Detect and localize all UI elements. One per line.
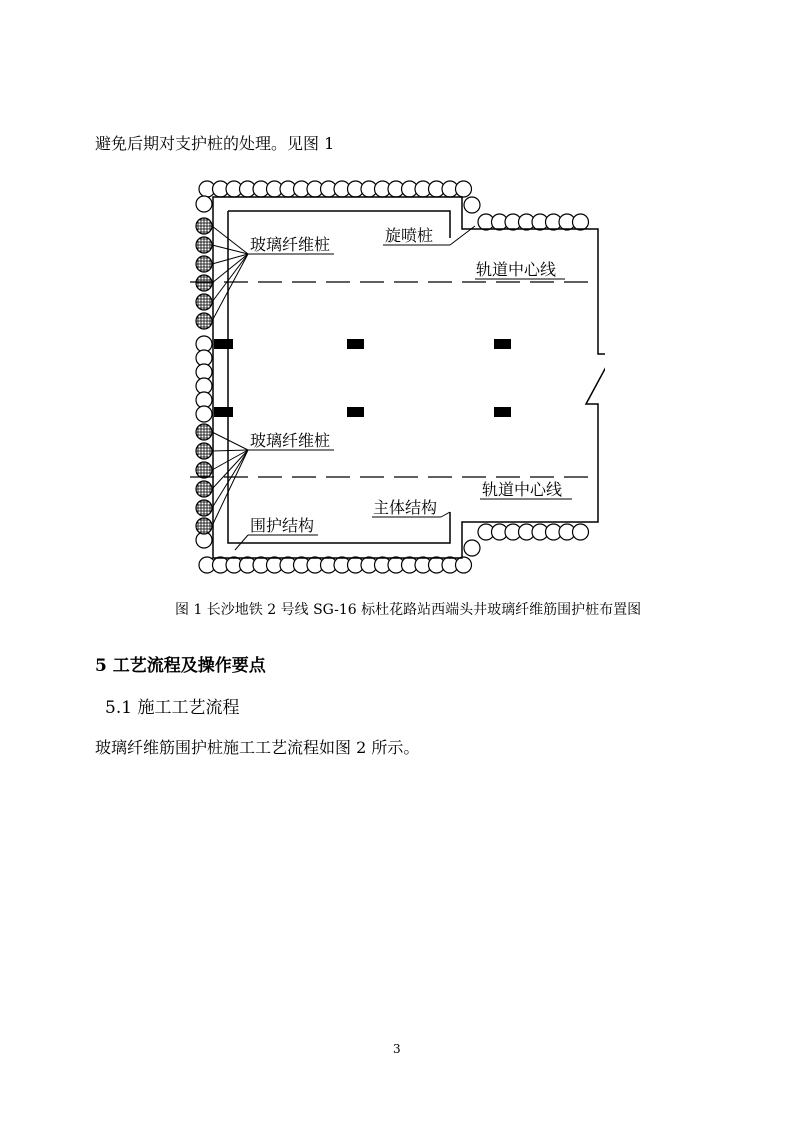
column-marker [347,339,364,349]
label-track-centerline-top: 轨道中心线 [476,260,557,279]
gfrp-leader-line [212,450,248,508]
gfrp-leader-line [212,450,248,489]
jet-grout-pile [464,540,480,556]
section-heading: 5 工艺流程及操作要点 [95,656,266,676]
column-marker [214,407,233,417]
column-marker [347,407,364,417]
label-jet-grout-pile: 旋喷桩 [385,226,434,245]
main-structure-leader [441,512,450,517]
gfrp-leader-line [212,450,248,451]
jet-grout-pile [196,406,212,422]
gfrp-leader-line [212,254,248,264]
label-track-centerline-bottom: 轨道中心线 [482,480,563,499]
main-structure-outline-lower [228,211,450,543]
column-marker [494,339,511,349]
jet-grout-pile [456,557,472,573]
gfrp-leader-line [212,432,248,450]
jet-grout-pile [464,197,480,213]
jet-grout-pile [573,214,589,230]
label-gfrp-pile-bottom: 玻璃纤维桩 [250,431,331,450]
label-retaining-structure: 围护结构 [250,516,315,535]
jet-grout-pile [573,524,589,540]
gfrp-leader-line [212,450,248,526]
jet-grout-pile [196,196,212,212]
pile-layout-diagram [185,178,605,578]
gfrp-leader-line [212,254,248,302]
leader-lines [212,226,248,526]
gfrp-leader-line [212,254,248,321]
jet-grout-pile [456,181,472,197]
subsection-heading: 5.1 施工工艺流程 [105,698,240,718]
gfrp-leader-line [212,450,248,470]
column-marker [214,339,233,349]
intro-text: 避免后期对支护桩的处理。见图 1 [95,134,335,153]
label-gfrp-pile-top: 玻璃纤维桩 [250,235,331,254]
label-main-structure: 主体结构 [373,498,438,517]
figure-caption: 图 1 长沙地铁 2 号线 SG-16 标杜花路站西端头井玻璃纤维筋围护桩布置图 [175,602,642,618]
column-marker [494,407,511,417]
body-paragraph: 玻璃纤维筋围护桩施工工艺流程如图 2 所示。 [95,738,420,757]
page-number: 3 [393,1042,401,1056]
